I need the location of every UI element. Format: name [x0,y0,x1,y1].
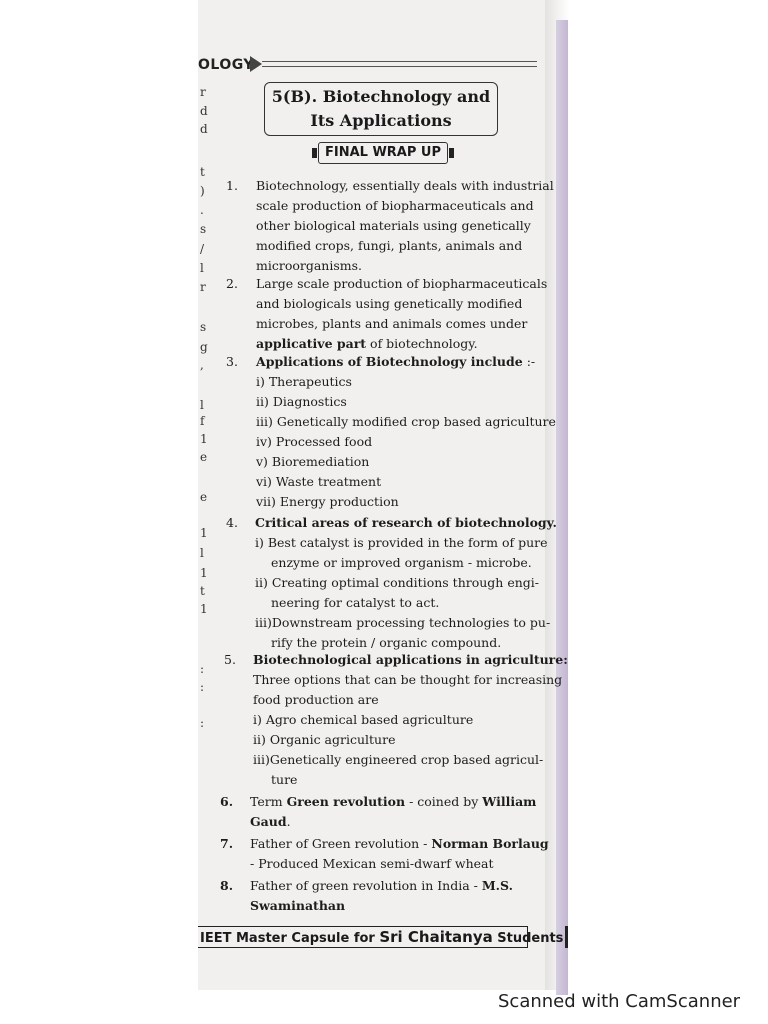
item-heading: Critical areas of research of biotechnology. [255,515,557,530]
margin-fragment: ) [200,184,205,198]
item-number: 3. [226,354,238,369]
margin-fragment: / [200,242,205,256]
item-heading [256,352,556,372]
footer-edge-bar [565,926,568,948]
bold-term: William [482,794,537,809]
item-text: - coined by [405,794,483,809]
left-margin-fragments [200,0,210,990]
margin-fragment: e [200,450,208,464]
sub-item: i) Therapeutics [256,374,352,389]
header-rule [262,66,537,67]
header-arrow-icon [250,56,262,72]
margin-fragment: f [200,414,205,428]
bold-term: Norman Borlaug [431,836,549,851]
margin-fragment: l [200,546,204,560]
header-rule [262,61,537,62]
margin-fragment: . [200,203,204,217]
chapter-header-label: OLOGY [198,57,255,73]
sub-item: rify the protein / organic compound. [271,635,502,650]
item-number: 8. [220,878,234,893]
item-text-line: Three options that can be thought for increasing [253,672,563,687]
sub-item: ii) Diagnostics [256,394,347,409]
item-number: 1. [226,178,238,193]
item-text-line: microbes, plants and animals comes under [256,316,528,331]
chapter-title-box [264,82,498,136]
bold-term: Gaud [250,814,287,829]
item-number: 2. [226,276,238,291]
item-number: 5. [224,652,236,667]
final-wrap-up-badge: FINAL WRAP UP [318,142,448,164]
scanner-watermark: Scanned with CamScanner [498,991,741,1012]
item-text-line [250,876,513,896]
item-text-line: Biotechnology, essentially deals with industrial [256,178,554,193]
bold-term: applicative part [256,336,367,351]
sub-item: iii)Genetically engineered crop based agricul- [253,752,544,767]
bold-term: Green revolution [286,794,406,809]
sub-item: ii) Organic agriculture [253,732,396,747]
margin-fragment: d [200,122,208,136]
margin-fragment: , [200,358,204,372]
item-text-line [250,812,536,832]
margin-fragment: d [200,104,208,118]
item-number: 4. [226,515,238,530]
item-number: 7. [220,836,234,851]
item-text-line: - Produced Mexican semi-dwarf wheat [250,856,494,871]
chapter-title-line1: 5(B). Biotechnology and [271,87,491,106]
item-text: Term [250,794,287,809]
margin-fragment: t [200,584,205,598]
item-text-line: microorganisms. [256,258,363,273]
chapter-title-line2: Its Applications [310,111,452,130]
item-text: . [286,814,291,829]
bold-term: M.S. [481,878,513,893]
item-text: of biotechnology. [366,336,478,351]
margin-fragment: r [200,280,206,294]
sub-item: enzyme or improved organism - microbe. [271,555,532,570]
margin-fragment: l [200,398,204,412]
item-text-line: and biologicals using genetically modified [256,296,523,311]
margin-fragment: 1 [200,432,208,446]
item-text-line: modified crops, fungi, plants, animals and [256,238,523,253]
sub-item: i) Agro chemical based agriculture [253,712,474,727]
sub-item: vi) Waste treatment [256,474,382,489]
footer-prefix: IEET Master Capsule for [200,931,380,946]
margin-fragment: g [200,340,208,354]
margin-fragment: l [200,261,204,275]
item-heading: Biotechnological applications in agriculture: [253,652,568,667]
item-text-line [256,334,547,354]
item-heading-text: Applications of Biotechnology include [256,354,523,369]
margin-fragment: 1 [200,602,208,616]
footer-brand: Sri Chaitanya [379,928,493,946]
item-heading-suffix: :- [522,354,536,369]
item-text: Father of Green revolution - [250,836,432,851]
item-text-line [250,792,536,812]
sub-item: i) Best catalyst is provided in the form of pure [255,535,548,550]
item-text-line: Swaminathan [250,898,346,913]
margin-fragment: : [200,716,205,730]
footer-suffix: Students [492,931,564,946]
item-text-line: food production are [253,692,379,707]
margin-fragment: 1 [200,526,208,540]
sub-item: iii)Downstream processing technologies to pu- [255,615,551,630]
margin-fragment: : [200,662,205,676]
sub-item: v) Bioremediation [256,454,370,469]
sub-item: iii) Genetically modified crop based agriculture [256,414,556,429]
item-text-line: other biological materials using genetically [256,218,531,233]
margin-fragment: r [200,85,206,99]
margin-fragment: s [200,320,207,334]
item-text-line: Large scale production of biopharmaceuticals [256,276,548,291]
sub-item: ture [271,772,298,787]
item-text-line: scale production of biopharmaceuticals and [256,198,534,213]
margin-fragment: s [200,222,207,236]
sub-item: neering for catalyst to act. [271,595,440,610]
item-text-line [250,834,549,854]
sub-item: vii) Energy production [256,494,399,509]
book-spine [556,20,568,995]
margin-fragment: : [200,680,205,694]
item-text: Father of green revolution in India - [250,878,482,893]
margin-fragment: t [200,165,205,179]
margin-fragment: 1 [200,566,208,580]
sub-item: iv) Processed food [256,434,373,449]
margin-fragment: e [200,490,208,504]
page-footer [198,926,564,948]
item-number: 6. [220,794,234,809]
sub-item: ii) Creating optimal conditions through engi- [255,575,539,590]
